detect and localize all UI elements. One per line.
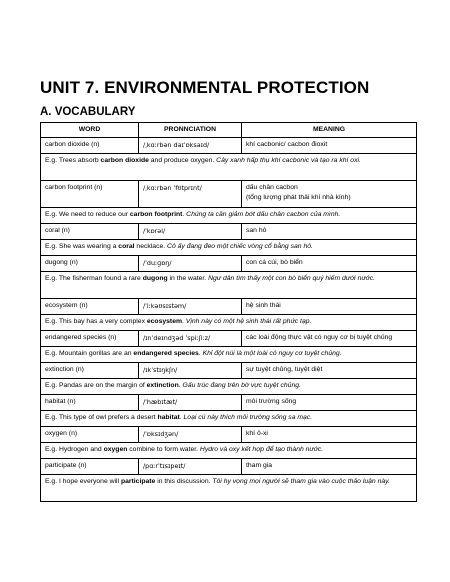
example-text: . (182, 211, 187, 218)
example-cell (41, 443, 417, 459)
example-text: necklace. (134, 243, 168, 250)
example-keyword: habitat (157, 414, 180, 421)
example-row (41, 272, 417, 299)
vocabulary-table (40, 122, 417, 502)
pronunciation-cell: /pɑːrˈtɪsɪpeɪt/ (139, 459, 242, 475)
example-text: . (182, 318, 186, 325)
example-text: . (198, 350, 203, 357)
example-translation: Tôi hy vọng mọi người sẽ tham gia vào cuộc thảo luận này. (212, 478, 390, 485)
pronunciation-cell: /ˈiːkəʊsɪstəm/ (139, 299, 242, 315)
example-cell (41, 240, 417, 256)
example-row (41, 208, 417, 224)
example-cell (41, 347, 417, 363)
example-text: in the water. (167, 275, 209, 282)
page-title: UNIT 7. ENVIRONMENTAL PROTECTION (40, 78, 370, 97)
pronunciation-cell: /ˌkɑːrbən daɪˈɒksaɪd/ (139, 138, 242, 154)
example-cell (41, 315, 417, 331)
example-keyword: extinction (146, 382, 179, 389)
example-text: E.g. She was wearing a (45, 243, 119, 250)
example-translation: Loại cú này thích môi trường sống sa mạc. (183, 414, 313, 421)
meaning-cell (242, 363, 417, 379)
meaning-note: (tổng lượng phát thải khí nhà kính) (246, 194, 351, 201)
meaning-cell (242, 331, 417, 347)
word-cell: carbon dioxide (n) (41, 138, 139, 154)
example-keyword: dugong (142, 275, 168, 282)
meaning-text: các loài động thực vật có nguy cơ bị tuyệt chủng (246, 334, 393, 341)
example-keyword: oxygen (103, 446, 128, 453)
table-header-row (41, 123, 417, 138)
table-body (41, 138, 417, 502)
example-keyword: carbon dioxide (100, 157, 149, 164)
pronunciation-cell: /ˌkɑːrbən ˈfʊtprɪnt/ (139, 181, 242, 208)
example-row (41, 475, 417, 502)
word-row (41, 395, 417, 411)
example-text: and produce oxygen. (148, 157, 217, 164)
meaning-cell (242, 138, 417, 154)
word-row (41, 459, 417, 475)
pronunciation-cell: /ˈduːɡɒŋ/ (139, 256, 242, 272)
example-cell (41, 379, 417, 395)
word-row (41, 224, 417, 240)
example-translation: Khỉ đột núi là một loài có nguy cơ tuyệt chủng. (202, 350, 342, 357)
header-pronunciation: PRONNCIATION (139, 123, 242, 138)
meaning-cell (242, 181, 417, 208)
meaning-text: dấu chân cacbon (246, 184, 298, 191)
word-row (41, 363, 417, 379)
example-translation: Chúng ta cần giảm bớt dấu chân cacbon của mình. (186, 211, 341, 218)
example-keyword: carbon footprint (129, 211, 183, 218)
example-row (41, 443, 417, 459)
example-text: E.g. This type of owl prefers a desert (45, 414, 158, 421)
meaning-text: hệ sinh thái (246, 302, 281, 309)
word-cell: extinction (n) (41, 363, 139, 379)
example-keyword: participate (120, 478, 156, 485)
pronunciation-cell: /ɪnˈdeɪndʒəd ˈspiːʃiːz/ (139, 331, 242, 347)
example-keyword: endangered species (133, 350, 199, 357)
meaning-cell (242, 395, 417, 411)
example-translation: Ngư dân tìm thấy một con bò biển quý hiếm dưới nước. (208, 275, 376, 282)
word-cell: oxygen (n) (41, 427, 139, 443)
example-cell (41, 272, 417, 299)
header-meaning: MEANING (242, 123, 417, 138)
meaning-cell (242, 459, 417, 475)
word-row (41, 181, 417, 208)
example-text: E.g. Pandas are on the margin of (45, 382, 147, 389)
example-text: combine to form water. (127, 446, 200, 453)
example-translation: Gấu trúc đang trên bờ vực tuyệt chủng. (182, 382, 301, 389)
example-keyword: coral (118, 243, 135, 250)
word-cell: endangered species (n) (41, 331, 139, 347)
word-cell: carbon footprint (n) (41, 181, 139, 208)
example-text: E.g. This bay has a very complex (45, 318, 147, 325)
word-row (41, 256, 417, 272)
example-text: E.g. I hope everyone will (45, 478, 121, 485)
word-cell: participate (n) (41, 459, 139, 475)
pronunciation-cell: /ɪkˈstɪŋkʃn/ (139, 363, 242, 379)
meaning-cell (242, 224, 417, 240)
word-row (41, 427, 417, 443)
meaning-text: con cá cúi, bò biển (246, 259, 303, 266)
example-text: E.g. We need to reduce our (45, 211, 130, 218)
example-translation: Hydro và oxy kết hợp để tạo thành nước. (199, 446, 324, 453)
word-cell: dugong (n) (41, 256, 139, 272)
example-text: E.g. Trees absorb (45, 157, 101, 164)
example-text: E.g. Mountain gorillas are an (45, 350, 134, 357)
pronunciation-cell: /ˈhæbɪtæt/ (139, 395, 242, 411)
example-text: E.g. The fisherman found a rare (45, 275, 143, 282)
header-word: WORD (41, 123, 139, 138)
example-cell (41, 411, 417, 427)
meaning-text: môi trường sống (246, 398, 297, 405)
example-text: E.g. Hydrogen and (45, 446, 104, 453)
word-row (41, 299, 417, 315)
example-row (41, 240, 417, 256)
example-translation: Cô ấy đang đeo một chiếc vòng cổ bằng san hô. (167, 243, 313, 250)
example-cell (41, 475, 417, 502)
example-translation: Vịnh này có một hệ sinh thái rất phức tạp. (185, 318, 312, 325)
example-row (41, 411, 417, 427)
example-row (41, 315, 417, 331)
pronunciation-cell: /ˈɒksɪdʒən/ (139, 427, 242, 443)
example-text: . (178, 382, 183, 389)
example-translation: Cây xanh hấp thụ khí cacbonic và tạo ra khí oxi. (216, 157, 361, 164)
example-keyword: ecosystem (146, 318, 183, 325)
example-row (41, 347, 417, 363)
meaning-cell (242, 256, 417, 272)
example-cell (41, 208, 417, 224)
meaning-text: khí ô-xi (246, 430, 268, 437)
section-heading: A. VOCABULARY (40, 106, 136, 118)
pronunciation-cell: /ˈkɒrəl/ (139, 224, 242, 240)
example-cell (41, 154, 417, 181)
meaning-text: tham gia (246, 462, 273, 469)
example-row (41, 154, 417, 181)
meaning-text: sự tuyệt chủng, tuyệt diệt (246, 366, 323, 373)
example-text: . (179, 414, 184, 421)
word-row (41, 138, 417, 154)
word-row (41, 331, 417, 347)
example-text: in this discussion. (155, 478, 213, 485)
meaning-text: khí cacbonic/ cacbon đioxit (246, 141, 328, 148)
word-cell: coral (n) (41, 224, 139, 240)
meaning-cell (242, 299, 417, 315)
example-row (41, 379, 417, 395)
word-cell: habitat (n) (41, 395, 139, 411)
meaning-cell (242, 427, 417, 443)
meaning-text: san hô (246, 227, 267, 234)
word-cell: ecosystem (n) (41, 299, 139, 315)
